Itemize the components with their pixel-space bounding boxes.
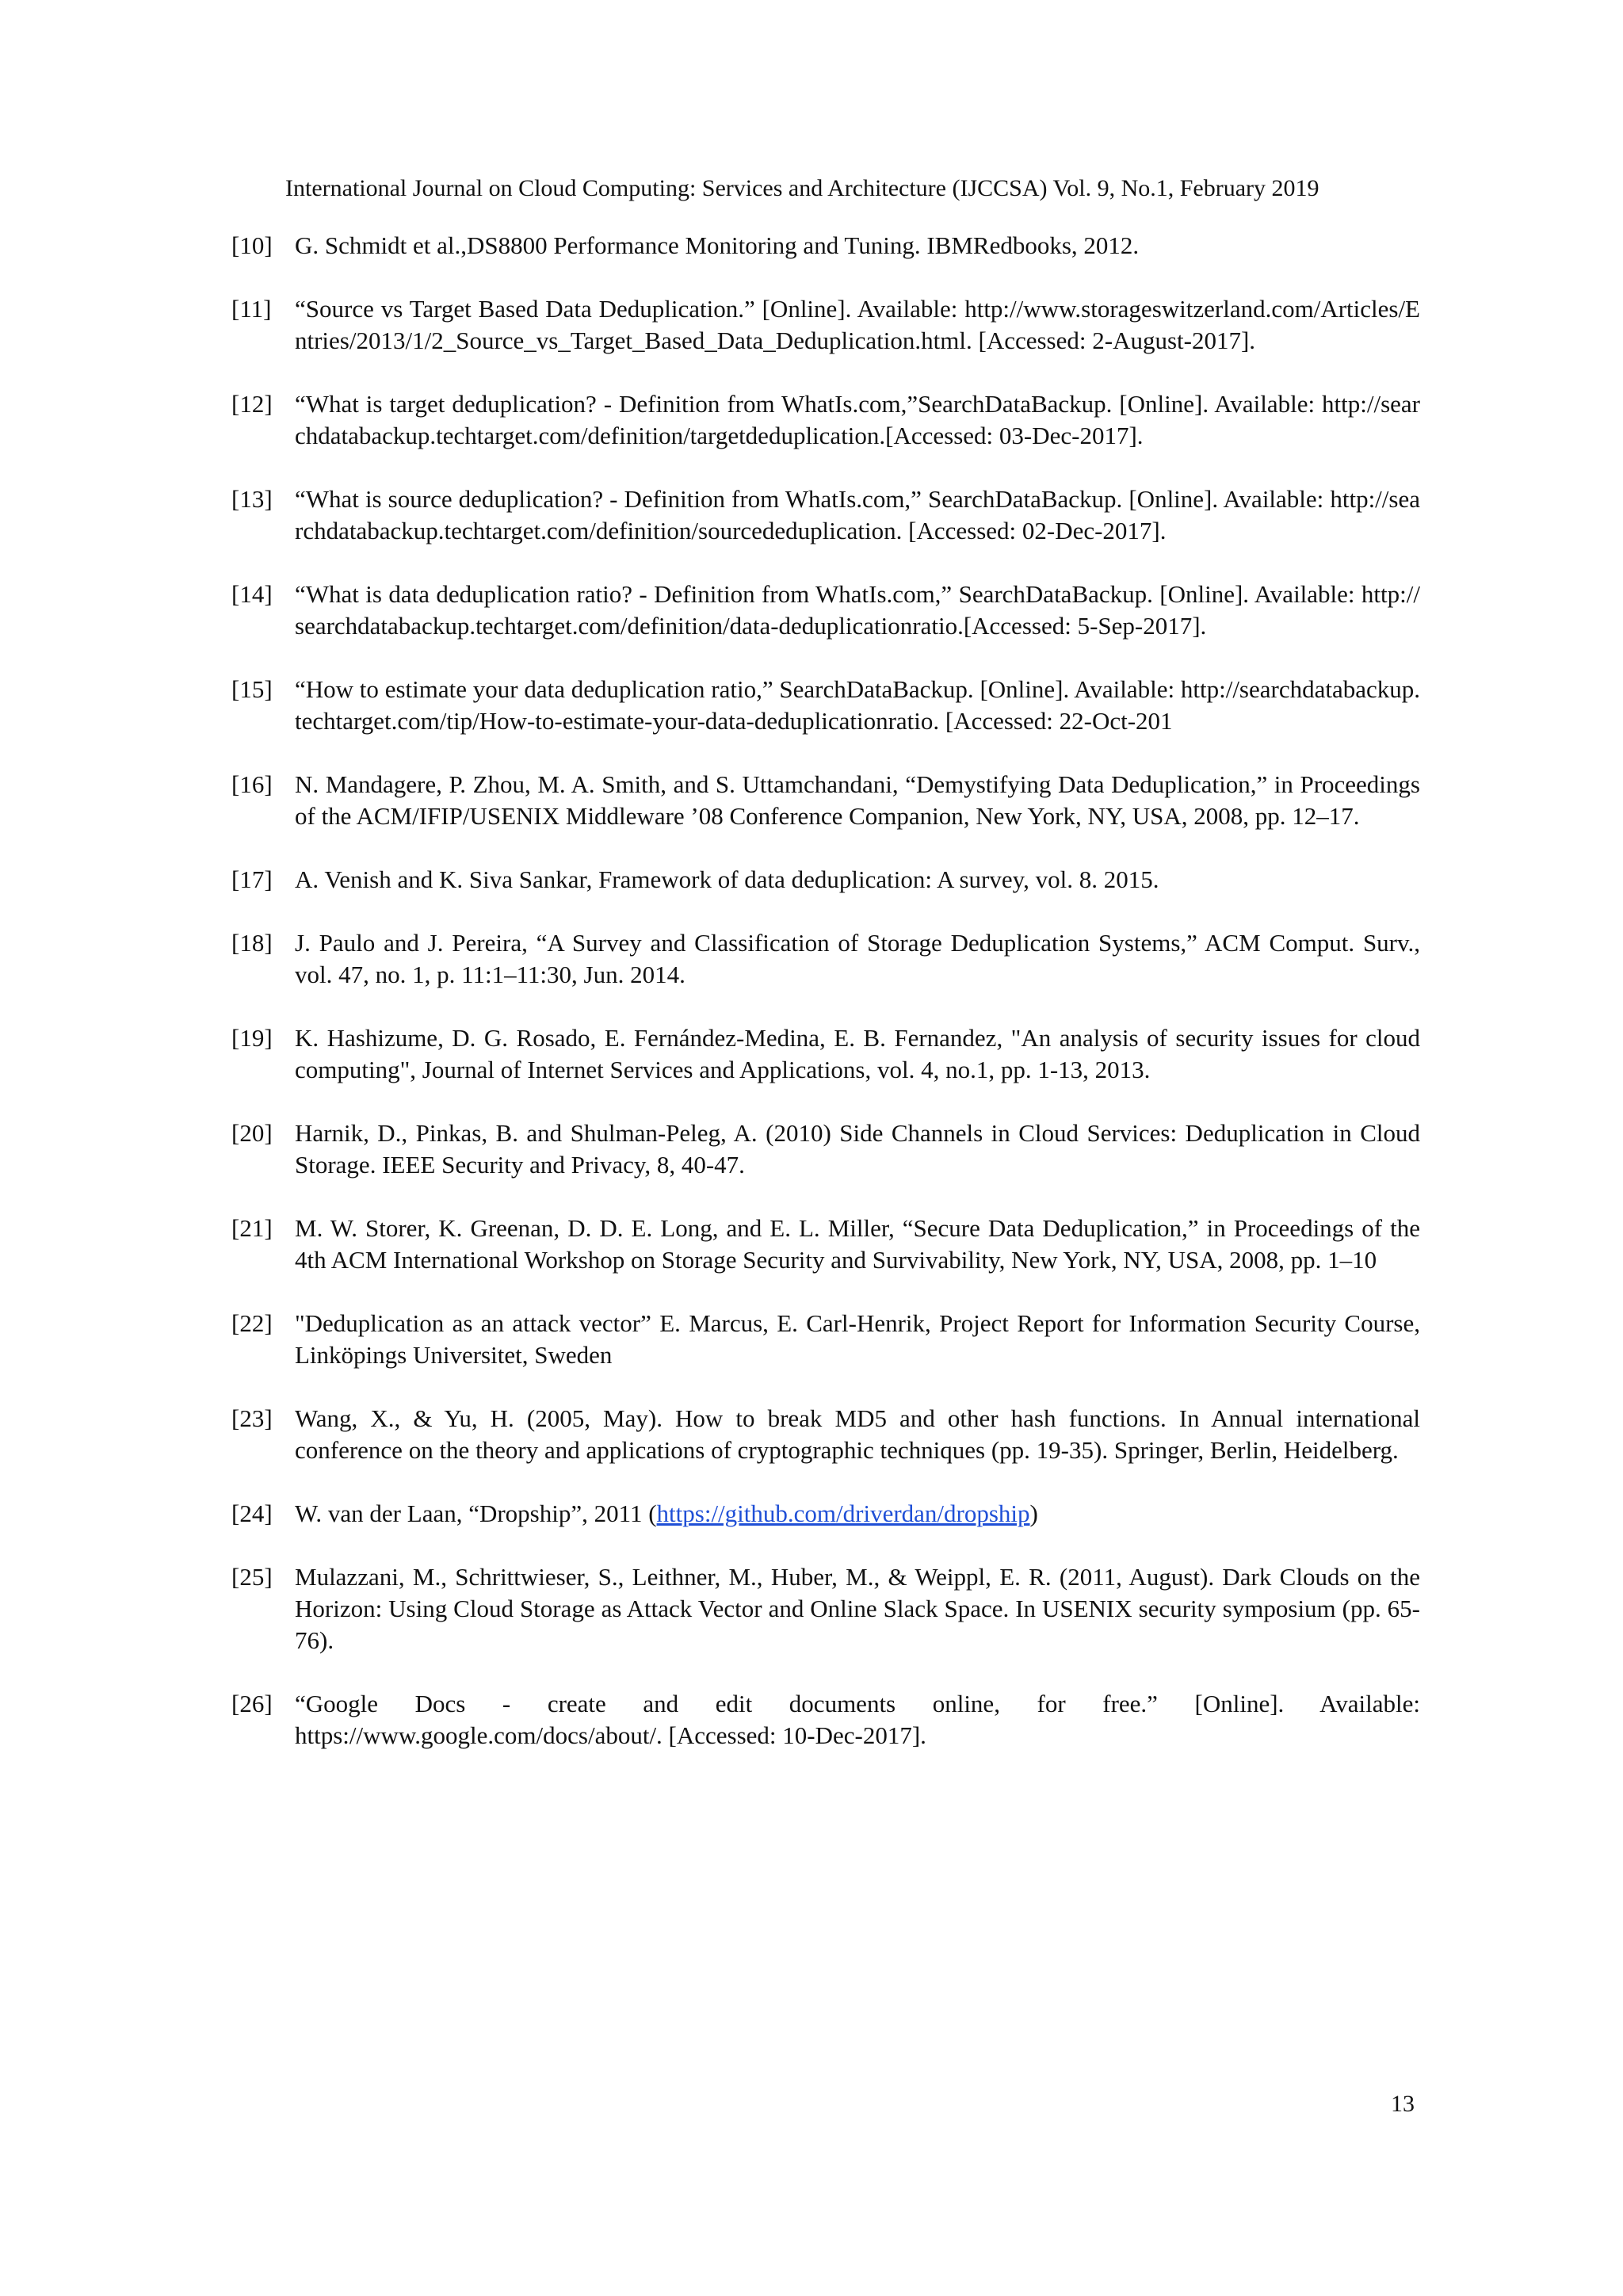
reference-24 [231,1498,1420,1530]
reference-number: [19] [231,1024,273,1052]
reference-text: “Source vs Target Based Data Deduplication.” [Online]. Available: http://www.storageswitzerland.com/Articles/Entries/2013/1/2_Source_vs_Target_Based_Data_Deduplication.html. [Accessed: 2-August-2017]. [295,295,1420,354]
reference-21 [231,1213,1420,1276]
reference-text: N. Mandagere, P. Zhou, M. A. Smith, and S. Uttamchandani, “Demystifying Data Deduplication,” in Proceedings of the ACM/IFIP/USENIX Middleware ’08 Conference Companion, New York, NY, USA, 2008, pp. 12–17. [295,770,1420,830]
reference-18 [231,927,1420,991]
reference-20 [231,1117,1420,1181]
reference-17 [231,864,1420,896]
reference-text: “What is source deduplication? - Definition from WhatIs.com,” SearchDataBackup. [Online]. Available: http://searchdatabackup.techtarget.com/definition/sourcededuplication. [Accessed: 02-Dec-2017]. [295,485,1420,544]
reference-number: [17] [231,865,273,893]
reference-14 [231,579,1420,642]
reference-number: [11] [231,295,272,323]
dropship-link[interactable]: https://github.com/driverdan/dropship [656,1499,1030,1527]
reference-text: “Google Docs - create and edit documents online, for free.” [Online]. Available: https://www.google.com/docs/about/. [Accessed: 10-Dec-2017]. [295,1690,1420,1749]
reference-22 [231,1308,1420,1371]
reference-number: [25] [231,1563,273,1591]
reference-16 [231,769,1420,832]
reference-text-after: ) [1029,1499,1038,1527]
reference-number: [12] [231,390,273,418]
reference-19 [231,1022,1420,1086]
page-number: 13 [1391,2091,1415,2117]
reference-text: "Deduplication as an attack vector” E. Marcus, E. Carl-Henrik, Project Report for Information Security Course, Linköpings Universitet, Sweden [295,1309,1420,1369]
reference-number: [23] [231,1404,273,1432]
reference-number: [26] [231,1690,273,1717]
reference-number: [24] [231,1499,273,1527]
reference-number: [10] [231,231,273,259]
reference-text: G. Schmidt et al.,DS8800 Performance Monitoring and Tuning. IBMRedbooks, 2012. [295,231,1140,259]
reference-text: Wang, X., & Yu, H. (2005, May). How to break MD5 and other hash functions. In Annual international conference on the theory and applications of cryptographic techniques (pp. 19-35). Springer, Berlin, Heidelberg. [295,1404,1420,1464]
reference-text: “How to estimate your data deduplication ratio,” SearchDataBackup. [Online]. Available: http://searchdatabackup.techtarget.com/tip/How-to-estimate-your-data-deduplicationratio. [Accessed: 22-Oct-201 [295,675,1420,735]
reference-number: [20] [231,1119,273,1147]
reference-25 [231,1561,1420,1656]
reference-26 [231,1688,1420,1752]
reference-number: [14] [231,580,273,608]
reference-text: M. W. Storer, K. Greenan, D. D. E. Long, and E. L. Miller, “Secure Data Deduplication,” in Proceedings of the 4th ACM International Workshop on Storage Security and Survivability, New York, NY, USA, 2008, pp. 1–10 [295,1214,1420,1274]
reference-10 [231,230,1420,262]
reference-text: A. Venish and K. Siva Sankar, Framework of data deduplication: A survey, vol. 8. 2015. [295,865,1159,893]
reference-text: “What is target deduplication? - Definition from WhatIs.com,”SearchDataBackup. [Online]. Available: http://searchdatabackup.techtarget.com/definition/targetdeduplication.[Accessed: 03-Dec-2017]. [295,390,1420,449]
reference-text: “What is data deduplication ratio? - Definition from WhatIs.com,” SearchDataBackup. [Online]. Available: http://searchdatabackup.techtarget.com/definition/data-deduplicationratio.[Accessed: 5-Sep-2017]. [295,580,1420,640]
reference-text-before: W. van der Laan, “Dropship”, 2011 ( [295,1499,657,1527]
reference-23 [231,1403,1420,1466]
reference-12 [231,388,1420,452]
reference-number: [16] [231,770,273,798]
reference-text: Harnik, D., Pinkas, B. and Shulman-Peleg, A. (2010) Side Channels in Cloud Services: Deduplication in Cloud Storage. IEEE Security and Privacy, 8, 40-47. [295,1119,1420,1179]
reference-text: K. Hashizume, D. G. Rosado, E. Fernández-Medina, E. B. Fernandez, "An analysis of security issues for cloud computing", Journal of Internet Services and Applications, vol. 4, no.1, pp. 1-13, 2013. [295,1024,1420,1083]
reference-number: [21] [231,1214,273,1242]
reference-list [231,230,1420,1783]
reference-text: J. Paulo and J. Pereira, “A Survey and Classification of Storage Deduplication Systems,” ACM Comput. Surv., vol. 47, no. 1, p. 11:1–11:30, Jun. 2014. [295,929,1420,988]
reference-number: [22] [231,1309,273,1337]
reference-11 [231,293,1420,357]
reference-number: [18] [231,929,273,957]
reference-number: [13] [231,485,273,513]
reference-number: [15] [231,675,273,703]
reference-text [295,1498,1420,1530]
running-header: International Journal on Cloud Computing: Services and Architecture (IJCCSA) Vol. 9, No.1, February 2019 [285,175,1319,201]
reference-13 [231,483,1420,547]
reference-text: Mulazzani, M., Schrittwieser, S., Leithner, M., Huber, M., & Weippl, E. R. (2011, August). Dark Clouds on the Horizon: Using Cloud Storage as Attack Vector and Online Slack Space. In USENIX security symposium (pp. 65-76). [295,1563,1420,1654]
reference-15 [231,674,1420,737]
